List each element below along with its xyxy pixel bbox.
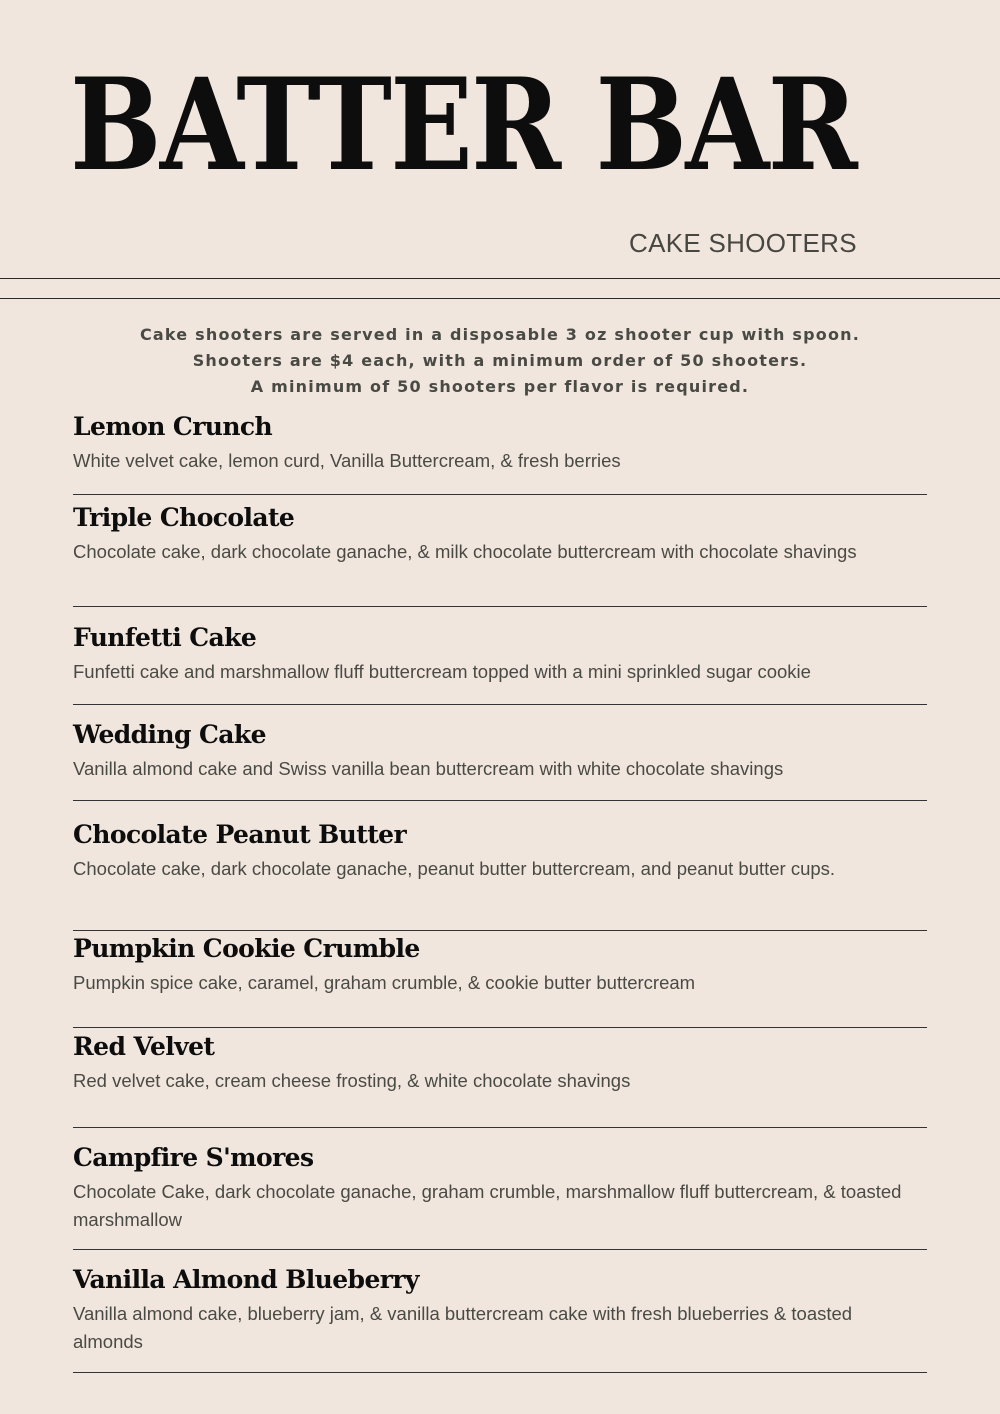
menu-item-name: Triple Chocolate — [73, 503, 295, 532]
item-divider — [73, 1127, 927, 1128]
menu-item-lemon-crunch — [73, 412, 927, 475]
item-divider — [73, 930, 927, 931]
item-divider — [73, 1372, 927, 1373]
menu-item-triple-chocolate — [73, 503, 927, 566]
menu-item-name: Campfire S'mores — [73, 1143, 314, 1172]
menu-item-name: Red Velvet — [73, 1032, 215, 1061]
intro-line: Shooters are $4 each, with a minimum order of 50 shooters. — [192, 351, 808, 370]
menu-item-description: Chocolate cake, dark chocolate ganache, & milk chocolate buttercream with chocolate shavings — [73, 541, 857, 562]
menu-item-name: Pumpkin Cookie Crumble — [73, 934, 420, 963]
item-divider — [73, 1249, 927, 1250]
item-divider — [73, 606, 927, 607]
intro-text — [0, 322, 1000, 400]
item-divider — [73, 494, 927, 495]
menu-item-name: Wedding Cake — [73, 720, 266, 749]
menu-title: BATTER BAR — [70, 51, 857, 199]
intro-line: A minimum of 50 shooters per flavor is required. — [250, 377, 750, 396]
menu-item-wedding-cake — [73, 720, 927, 783]
menu-item-description: Pumpkin spice cake, caramel, graham crumble, & cookie butter buttercream — [73, 972, 696, 993]
item-divider — [73, 704, 927, 705]
menu-item-description: Chocolate cake, dark chocolate ganache, peanut butter buttercream, and peanut butter cups. — [73, 858, 836, 879]
header-divider-bottom — [0, 298, 1000, 299]
menu-item-description: Vanilla almond cake and Swiss vanilla bean buttercream with white chocolate shavings — [73, 758, 784, 779]
menu-item-chocolate-peanut-butter — [73, 820, 927, 883]
menu-item-funfetti-cake — [73, 623, 927, 686]
item-divider — [73, 1027, 927, 1028]
menu-item-campfire-smores — [73, 1143, 927, 1234]
intro-line: Cake shooters are served in a disposable 3 oz shooter cup with spoon. — [139, 325, 861, 344]
menu-item-name: Chocolate Peanut Butter — [73, 820, 407, 849]
menu-item-description: Red velvet cake, cream cheese frosting, & white chocolate shavings — [73, 1070, 631, 1091]
menu-item-name: Funfetti Cake — [73, 623, 257, 652]
menu-item-name: Vanilla Almond Blueberry — [73, 1265, 419, 1294]
menu-item-vanilla-almond-blueberry — [73, 1265, 927, 1356]
menu-item-description: Vanilla almond cake, blueberry jam, & vanilla buttercream cake with fresh blueberries & toasted almonds — [73, 1303, 853, 1352]
menu-subtitle: CAKE SHOOTERS — [629, 228, 857, 258]
menu-item-red-velvet — [73, 1032, 927, 1095]
item-divider — [73, 800, 927, 801]
menu-item-name: Lemon Crunch — [73, 412, 273, 441]
menu-item-pumpkin-cookie-crumble — [73, 934, 927, 997]
menu-item-description: Chocolate Cake, dark chocolate ganache, graham crumble, marshmallow fluff buttercream, & toasted marshmallow — [73, 1181, 902, 1230]
menu-item-description: Funfetti cake and marshmallow fluff buttercream topped with a mini sprinkled sugar cookie — [73, 661, 811, 682]
header-divider-top — [0, 278, 1000, 279]
menu-item-description: White velvet cake, lemon curd, Vanilla Buttercream, & fresh berries — [73, 450, 621, 471]
